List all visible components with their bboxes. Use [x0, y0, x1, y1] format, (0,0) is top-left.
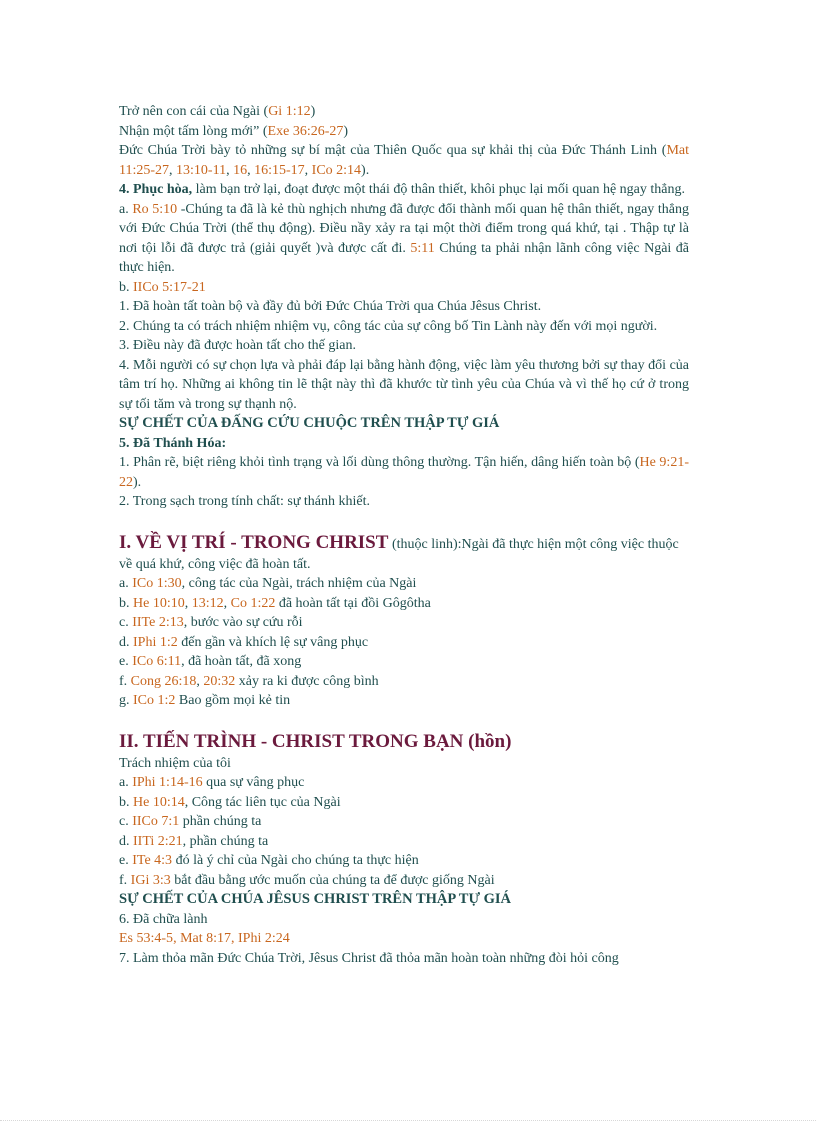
numbered-2: 2. Chúng ta có trách nhiệm nhiệm vụ, công tác của sự công bố Tin Lành này đến với mọi người.: [119, 318, 658, 334]
list-item: [119, 832, 689, 852]
list-item: [119, 574, 689, 594]
text: , Công tác liên tục của Ngài: [184, 794, 341, 810]
scripture-link[interactable]: ITe 4:3: [132, 853, 173, 868]
text: e.: [119, 853, 133, 868]
text: a.: [119, 201, 133, 217]
text: Nhận một tấm lòng mới” (: [119, 123, 268, 139]
big-heading: II. TIẾN TRÌNH - CHRIST TRONG BẠN (hồn): [119, 730, 512, 752]
scripture-link[interactable]: Ro 5:10: [132, 201, 178, 217]
list-item: [119, 812, 689, 832]
big-heading: I. VỀ VỊ TRÍ - TRONG CHRIST: [119, 531, 389, 553]
spacer: [119, 512, 689, 531]
text: đã hoàn tất tại đồi Gôgôtha: [275, 595, 431, 611]
scripture-link[interactable]: IITe 2:13: [132, 615, 184, 630]
spacer: [119, 711, 689, 730]
para-4a: [119, 200, 689, 278]
text: 1. Phân rẽ, biệt riêng khỏi tình trạng và lối dùng thông thường. Tận hiến, dâng hiến toàn bộ (: [119, 455, 640, 470]
line-revelation: [119, 141, 689, 180]
numbered-4: 4. Mỗi người có sự chọn lựa và phải đáp lại bằng hành động, việc làm yêu thương bởi sự thay đổi của tâm trí họ. Những ai không tin lẽ thật này thì đã khước từ tình yêu của Chúa và vì thế họ cứ ở trong sự tối tăm và trong sự thạnh nộ.: [119, 357, 689, 412]
healing-refs: [119, 929, 689, 949]
scripture-link[interactable]: ICo 2:14: [311, 162, 362, 178]
heading-inline: 4. Phục hòa,: [119, 182, 193, 197]
text: đó là ý chỉ của Ngài cho chúng ta thực hiện: [172, 853, 419, 868]
list-item: [119, 594, 689, 614]
list-item: [119, 691, 689, 711]
scripture-link[interactable]: Cong 26:18: [130, 673, 197, 689]
line-children: [119, 102, 689, 122]
scripture-link[interactable]: He 10:10: [133, 595, 185, 611]
section-heading: SỰ CHẾT CỦA CHÚA JÊSUS CHRIST TRÊN THẬP TỰ GIÁ: [119, 891, 512, 907]
line-new-heart: [119, 122, 689, 142]
text: đến gần và khích lệ sự vâng phục: [177, 634, 369, 650]
para-4b: [119, 278, 689, 298]
separator: ,: [173, 931, 181, 946]
subheading-healed: 6. Đã chữa lành: [119, 911, 208, 927]
text: qua sự vâng phục: [202, 775, 305, 790]
text: -Chúng ta đã là kẻ thù nghịch nhưng đã được đổi thành mối quan hệ thân thiết, ngay thẳng với Đức Chúa Trời (thể thụ động). Điều nầy xảy ra tại một thời điểm trong quá khứ, tại . Thập tự là nơi tội lỗi đã được trả (giải quyết )và được cất đi.: [119, 201, 690, 256]
separator: ,: [223, 595, 231, 611]
scripture-link[interactable]: IICo 7:1: [132, 814, 180, 829]
scripture-link[interactable]: Co 1:22: [230, 595, 276, 611]
responsibility-label: Trách nhiệm của tôi: [119, 755, 231, 771]
scripture-link[interactable]: 5:11: [410, 240, 435, 256]
scripture-link[interactable]: Gi 1:12: [268, 104, 311, 119]
separator: ,: [304, 162, 312, 178]
separator: ,: [226, 162, 234, 178]
text: f.: [119, 872, 131, 888]
scripture-link[interactable]: He 10:14: [133, 794, 185, 810]
separator: ,: [169, 162, 177, 178]
list-item: [119, 793, 689, 813]
section-process: [119, 730, 689, 754]
list-item: [119, 871, 689, 891]
text: b.: [119, 595, 133, 611]
scripture-link[interactable]: Mat 8:17: [180, 931, 232, 946]
numbered-7: 7. Làm thỏa mãn Đức Chúa Trời, Jêsus Christ đã thỏa mãn hoàn toàn những đòi hỏi công: [119, 950, 619, 966]
text: phần chúng ta: [179, 814, 262, 829]
scripture-link[interactable]: IPhi 1:14-16: [132, 775, 203, 790]
text: ): [343, 123, 349, 139]
scripture-link[interactable]: 16: [233, 162, 248, 178]
list-item: [119, 672, 689, 692]
text: d.: [119, 833, 133, 849]
numbered-1: 1. Đã hoàn tất toàn bộ và đầy đủ bởi Đức Chúa Trời qua Chúa Jêsus Christ.: [119, 299, 542, 314]
scripture-link[interactable]: 20:32: [203, 673, 236, 689]
sanctified-2: 2. Trong sạch trong tính chất: sự thánh khiết.: [119, 494, 371, 509]
text: c.: [119, 615, 133, 630]
page-bottom-border: [0, 1120, 816, 1121]
scripture-link[interactable]: IPhi 1:2: [133, 634, 178, 650]
text: f.: [119, 673, 131, 689]
text: , công tác của Ngài, trách nhiệm của Ngài: [181, 576, 417, 591]
text: b.: [119, 794, 133, 810]
scripture-link[interactable]: ICo 1:30: [132, 576, 182, 591]
separator: ,: [184, 595, 192, 611]
text: bắt đầu bằng ước muốn của chúng ta để được giống Ngài: [170, 872, 495, 888]
text: Trở nên con cái của Ngài (: [119, 104, 269, 119]
separator: ,: [231, 931, 239, 946]
text: làm bạn trở lại, đoạt được một thái độ thân thiết, khôi phục lại mối quan hệ ngay thẳng.: [192, 182, 685, 197]
para-reconciliation: [119, 180, 689, 200]
text: Bao gồm mọi kẻ tin: [175, 693, 291, 708]
separator: ,: [196, 673, 204, 689]
text: g.: [119, 693, 133, 708]
scripture-link[interactable]: IGi 3:3: [130, 872, 171, 888]
text: a.: [119, 775, 133, 790]
list-item: [119, 652, 689, 672]
scripture-link[interactable]: 13:12: [191, 595, 224, 611]
text: e.: [119, 654, 133, 669]
scripture-link[interactable]: Mat 11:25-27: [119, 143, 689, 178]
text: (thuộc linh):Ngài đã thực hiện một công việc thuộc về quá khứ, công việc đã hoàn tất.: [119, 536, 679, 572]
scripture-link[interactable]: 16:15-17: [254, 162, 305, 178]
text: xảy ra ki được công bình: [235, 673, 379, 689]
text: c.: [119, 814, 133, 829]
text: d.: [119, 634, 133, 650]
scripture-link[interactable]: IPhi 2:24: [238, 931, 290, 946]
subheading-sanctified: 5. Đã Thánh Hóa:: [119, 435, 227, 451]
list-item: [119, 773, 689, 793]
text: , phần chúng ta: [182, 833, 269, 849]
list-item: [119, 613, 689, 633]
text: a.: [119, 576, 133, 591]
scripture-link[interactable]: 13:10-11: [176, 162, 227, 178]
scripture-link[interactable]: Exe 36:26-27: [267, 123, 344, 139]
sanctified-1: [119, 453, 689, 492]
text: ).: [133, 474, 142, 490]
section-heading: SỰ CHẾT CỦA ĐẤNG CỨU CHUỘC TRÊN THẬP TỰ GIÁ: [119, 415, 500, 431]
scripture-link[interactable]: IITi 2:21: [133, 833, 183, 849]
section-position: [119, 531, 689, 575]
numbered-3: 3. Điều này đã được hoàn tất cho thế gian.: [119, 338, 356, 353]
scripture-link[interactable]: IICo 5:17-21: [133, 279, 206, 295]
list-item: [119, 633, 689, 653]
text: , bước vào sự cứu rỗi: [183, 615, 303, 630]
scripture-link[interactable]: ICo 1:2: [133, 693, 176, 708]
text: Chúng ta phải nhận lãnh công việc Ngài đã thực hiện.: [119, 240, 689, 275]
text: b.: [119, 279, 133, 295]
document-page: [119, 102, 689, 968]
separator: ,: [247, 162, 255, 178]
text: , đã hoàn tất, đã xong: [181, 654, 302, 669]
scripture-link[interactable]: Es 53:4-5: [119, 931, 174, 946]
list-item: [119, 851, 689, 871]
text: ): [310, 104, 316, 119]
scripture-link[interactable]: ICo 6:11: [132, 654, 182, 669]
text: Đức Chúa Trời bày tỏ những sự bí mật của Thiên Quốc qua sự khải thị của Đức Thánh Linh (: [119, 143, 667, 158]
scripture-link[interactable]: He 9:21-22: [119, 455, 689, 490]
text: ).: [361, 162, 370, 178]
